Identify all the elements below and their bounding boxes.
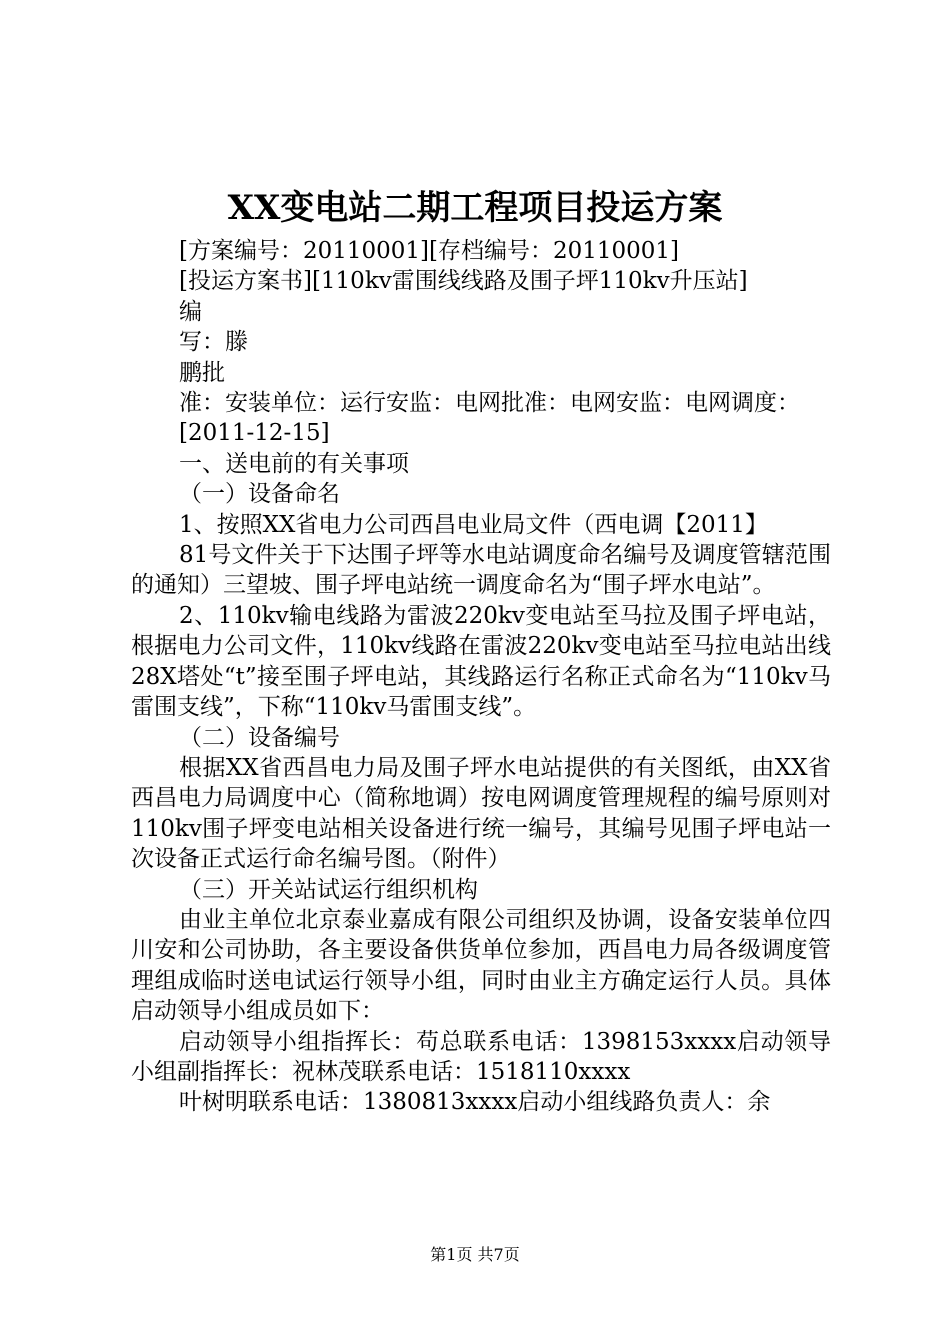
subsection-heading: （一）设备命名 <box>179 481 340 508</box>
section-heading: 一、送电前的有关事项 <box>179 450 409 477</box>
paragraph: 鹏批 <box>179 359 225 386</box>
paragraph: 写：滕 <box>179 329 248 356</box>
subsection-heading: （二）设备编号 <box>179 724 340 751</box>
subsection-heading: （三）开关站试运行组织机构 <box>179 876 478 903</box>
paragraph: 启动领导小组指挥长：苟总联系电话：1398153xxxx启动领导小组副指挥长：祝林茂联系电话：1518110xxxx <box>131 1028 831 1085</box>
paragraph: 准：安装单位：运行安监：电网批准：电网安监：电网调度： <box>179 390 800 417</box>
document-title: XX变电站二期工程项目投运方案 <box>227 188 723 228</box>
paragraph: 叶树明联系电话：1380813xxxx启动小组线路负责人：余 <box>179 1089 771 1116</box>
paragraph: 81号文件关于下达围子坪等水电站调度命名编号及调度管辖范围的通知）三望坡、围子坪电站统一调度命名为“围子坪水电站”。 <box>131 542 831 599</box>
paragraph: 2、110kv输电线路为雷波220kv变电站至马拉及围子坪电站，根据电力公司文件，110kv线路在雷波220kv变电站至马拉电站出线28X塔处“t”接至围子坪电站，其线路运行名称正式命名为“110kv马雷围支线”，下称“110kv马雷围支线”。 <box>131 602 831 721</box>
paragraph: 由业主单位北京泰业嘉成有限公司组织及协调，设备安装单位四川安和公司协助，各主要设备供货单位参加，西昌电力局各级调度管理组成临时送电试运行领导小组，同时由业主方确定运行人员。具体启动领导小组成员如下： <box>131 906 831 1025</box>
paragraph: 编 <box>179 298 202 325</box>
paragraph: [投运方案书][110kv雷围线线路及围子坪110kv升压站] <box>179 268 748 295</box>
document-body <box>131 236 831 1118</box>
page-footer: 第1页 共7页 <box>430 1245 520 1264</box>
paragraph: 根据XX省西昌电力局及围子坪水电站提供的有关图纸，由XX省西昌电力局调度中心（简称地调）按电网调度管理规程的编号原则对110kv围子坪变电站相关设备进行统一编号，其编号见围子坪电站一次设备正式运行命名编号图。（附件） <box>131 754 831 873</box>
paragraph: [2011-12-15] <box>179 420 330 447</box>
paragraph: 1、按照XX省电力公司西昌电业局文件（西电调【2011】 <box>179 511 768 538</box>
paragraph: [方案编号：20110001][存档编号：20110001] <box>179 238 680 264</box>
